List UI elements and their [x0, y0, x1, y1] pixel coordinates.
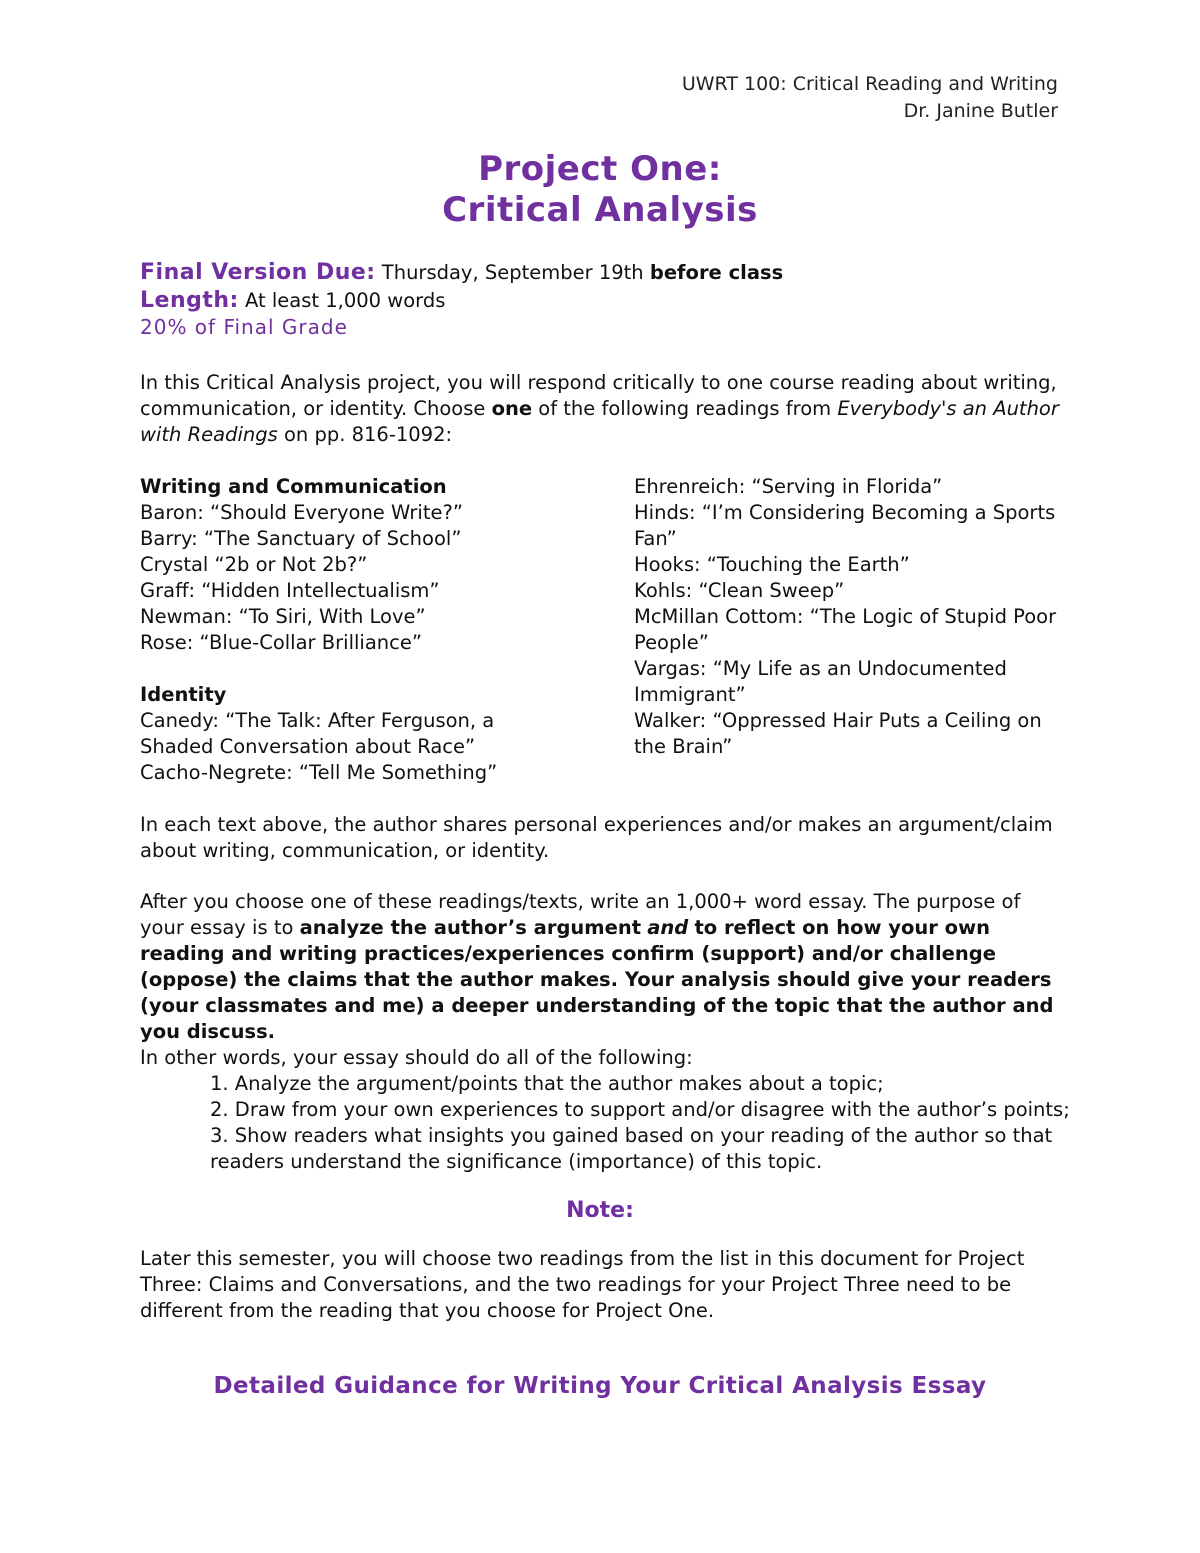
- list-item: Cacho-Negrete: “Tell Me Something”: [140, 761, 498, 784]
- purpose-emphasis-1: analyze the author’s argument: [299, 916, 642, 939]
- list-item: Hinds: “I’m Considering Becoming a Sports: [634, 501, 1056, 524]
- book-title: Everybody's an Author with Readings: [140, 397, 1059, 446]
- list-item: McMillan Cottom: “The Logic of Stupid Poor: [634, 605, 1057, 628]
- readings-left-column: [140, 474, 610, 786]
- list-item: Newman: “To Siri, With Love”: [140, 605, 426, 628]
- project-meta: [140, 259, 1065, 340]
- purpose-emphasis-2: to reflect on how your own reading and writing practices/experiences confirm (support) and/or challenge (oppose) the claims that the author makes. Your analysis should give your readers (your classmates and me) a deeper understanding of the topic that the author and you discuss.: [140, 916, 1054, 1043]
- guidance-heading: Detailed Guidance for Writing Your Critical Analysis Essay: [213, 1373, 987, 1399]
- course-name: UWRT 100: Critical Reading and Writing: [681, 73, 1058, 95]
- due-label: Final Version Due:: [140, 260, 376, 285]
- paragraph-purpose: [140, 889, 1065, 1045]
- due-line: [140, 259, 1065, 287]
- instructor-name: Dr. Janine Butler: [903, 100, 1058, 122]
- note-heading: Note:: [566, 1198, 634, 1223]
- list-item: Immigrant”: [634, 683, 746, 706]
- writing-heading: Writing and Communication: [140, 475, 447, 498]
- list-item: Fan”: [634, 527, 677, 550]
- due-value: Thursday, September 19th: [381, 261, 644, 284]
- requirements-list: [210, 1071, 1070, 1175]
- list-item: 3. Show readers what insights you gained based on your reading of the author so that readers understand the significance (importance) of this topic.: [210, 1124, 1053, 1173]
- list-item: Walker: “Oppressed Hair Puts a Ceiling on: [634, 709, 1042, 732]
- length-line: [140, 287, 1065, 314]
- list-item: 1. Analyze the argument/points that the author makes about a topic;: [210, 1072, 884, 1095]
- length-value: At least 1,000 words: [245, 289, 446, 312]
- list-item: Graff: “Hidden Intellectualism”: [140, 579, 440, 602]
- list-item: Kohls: “Clean Sweep”: [634, 579, 845, 602]
- list-item: 2. Draw from your own experiences to support and/or disagree with the author’s points;: [210, 1098, 1070, 1121]
- title-line-2: Critical Analysis: [442, 190, 758, 230]
- list-intro: In other words, your essay should do all of the following:: [140, 1046, 693, 1069]
- page-title: [0, 149, 1200, 231]
- due-emphasis: before class: [649, 261, 784, 284]
- readings-right-column: [634, 474, 1064, 760]
- list-item: Ehrenreich: “Serving in Florida”: [634, 475, 943, 498]
- list-item: Baron: “Should Everyone Write?”: [140, 501, 463, 524]
- title-line-1: Project One:: [478, 149, 722, 189]
- note-paragraph: Later this semester, you will choose two readings from the list in this document for Project Three: Claims and Conversations, and the two readings for your Project Three need to be different from the reading that you choose for Project One.: [140, 1247, 1025, 1322]
- intro-paragraph: [140, 370, 1065, 448]
- intro-text-1: In this Critical Analysis project, you will respond critically to one course reading about writing, communication, or identity. Choose: [140, 371, 1057, 420]
- purpose-text: After you choose one of these readings/texts, write an 1,000+ word essay. The purpose of your essay is to: [140, 890, 1021, 939]
- intro-text-3: on pp. 816-1092:: [283, 423, 453, 446]
- purpose-emphasis-italic: and: [647, 916, 689, 939]
- identity-heading: Identity: [140, 683, 227, 706]
- list-item: the Brain”: [634, 735, 733, 758]
- intro-text-2: of the following readings from: [538, 397, 832, 420]
- list-item: Crystal “2b or Not 2b?”: [140, 553, 368, 576]
- intro-emphasis: one: [491, 397, 533, 420]
- list-item: Shaded Conversation about Race”: [140, 735, 476, 758]
- list-item: Barry: “The Sanctuary of School”: [140, 527, 462, 550]
- list-item: Vargas: “My Life as an Undocumented: [634, 657, 1007, 680]
- list-item: People”: [634, 631, 709, 654]
- list-item: Hooks: “Touching the Earth”: [634, 553, 910, 576]
- length-label: Length:: [140, 288, 239, 313]
- grade-weight: 20% of Final Grade: [140, 315, 348, 339]
- page-header: [682, 71, 1058, 125]
- list-item: Rose: “Blue-Collar Brilliance”: [140, 631, 422, 654]
- list-item: Canedy: “The Talk: After Ferguson, a: [140, 709, 495, 732]
- paragraph-texts-summary: In each text above, the author shares personal experiences and/or makes an argument/claim about writing, communication, or identity.: [140, 813, 1053, 862]
